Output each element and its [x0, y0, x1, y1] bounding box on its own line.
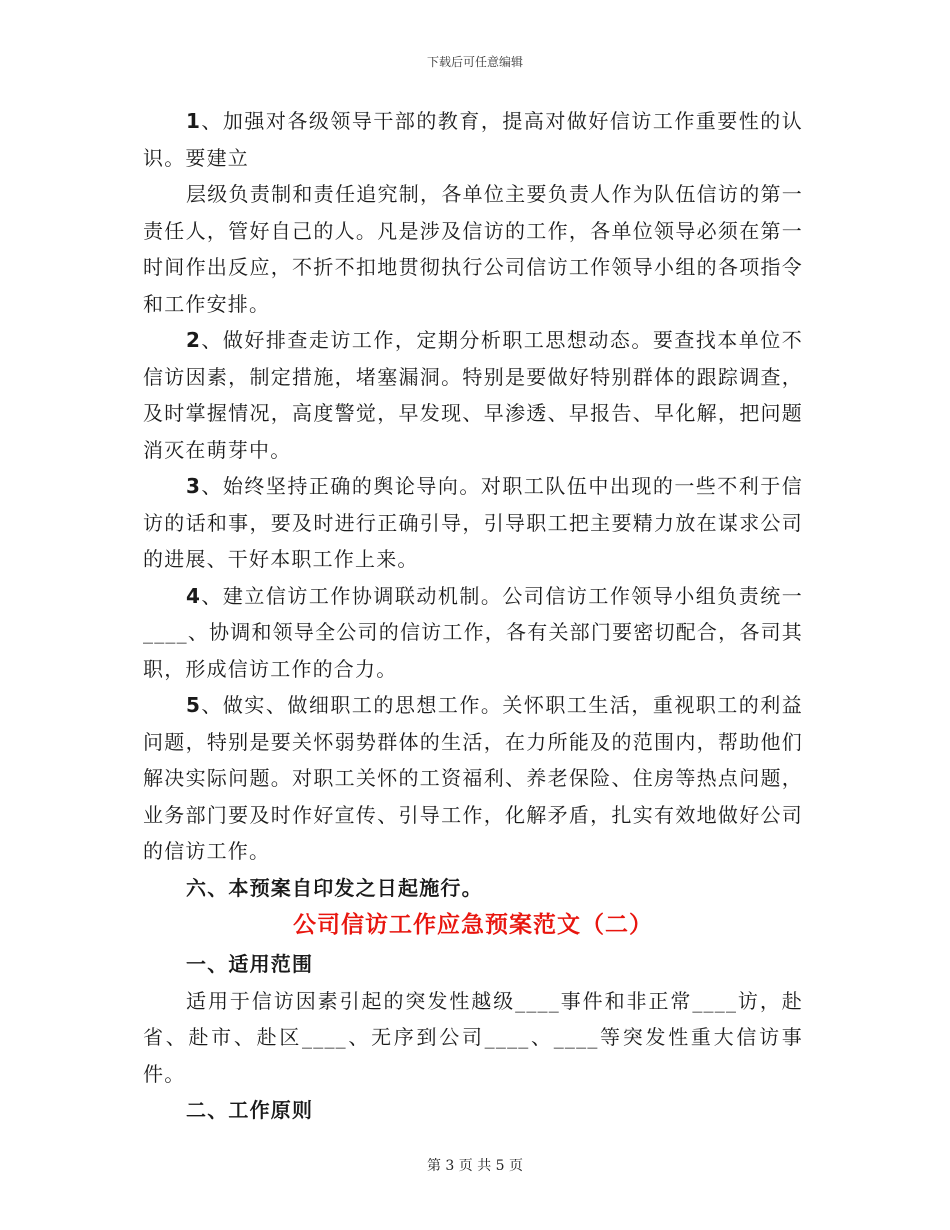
paragraph-3: [143, 468, 803, 578]
header-note: 下载后可任意编辑: [426, 55, 523, 69]
item-number: 2: [186, 328, 202, 352]
paragraph-text: 、做好排查走访工作，定期分析职工思想动态。要查找本单位不信访因素，制定措施，堵塞漏洞。特别是要做好特别群体的跟踪调查，及时掌握情况，高度警觉，早发现、早渗透、早报告、早化解，把问题消灭在萌芽中。: [143, 328, 803, 462]
heading-scope: 一、适用范围: [186, 952, 314, 976]
paragraph-text: 、做实、做细职工的思想工作。关怀职工生活，重视职工的利益问题，特别是要关怀弱势群体的生活，在力所能及的范围内，帮助他们解决实际问题。对职工关怀的工资福利、养老保险、住房等热点问题，业务部门要及时作好宣传、引导工作，化解矛盾，扎实有效地做好公司的信访工作。: [143, 693, 803, 863]
document-body: [143, 103, 803, 1129]
heading-principles: 二、工作原则: [186, 1098, 314, 1122]
paragraph-1a: [143, 103, 803, 176]
item-number: 4: [186, 583, 202, 608]
paragraph-1b: 层级负责制和责任追究制，各单位主要负责人作为队伍信访的第一责任人，管好自己的人。凡是涉及信访的工作，各单位领导必须在第一时间作出反应，不折不扣地贯彻执行公司信访工作领导小组的各项指令和工作安排。: [143, 182, 803, 316]
paragraph-text: 、建立信访工作协调联动机制。公司信访工作领导小组负责统一____、协调和领导全公司的信访工作，各有关部门要密切配合，各司其职，形成信访工作的合力。: [143, 583, 803, 681]
document-title: 公司信访工作应急预案范文（二）: [293, 911, 653, 938]
section-6-heading: 六、本预案自印发之日起施行。: [186, 875, 483, 900]
paragraph-text: 、加强对各级领导干部的教育，提高对做好信访工作重要性的认识。要建立: [143, 109, 803, 170]
paragraph-4: [143, 578, 803, 688]
item-number: 5: [186, 693, 202, 717]
item-number: 3: [186, 474, 202, 498]
item-number: 1: [186, 109, 202, 133]
paragraph-text: 、始终坚持正确的舆论导向。对职工队伍中出现的一些不利于信访的话和事，要及时进行正确引导，引导职工把主要精力放在谋求公司的进展、干好本职工作上来。: [143, 474, 803, 571]
paragraph-scope: 适用于信访因素引起的突发性越级____事件和非正常____访，赴省、赴市、赴区____、无序到公司____、____等突发性重大信访事件。: [143, 988, 803, 1086]
paragraph-2: [143, 322, 803, 468]
page-footer: 第 3 页 共 5 页: [426, 1158, 524, 1174]
paragraph-5: [143, 687, 803, 870]
